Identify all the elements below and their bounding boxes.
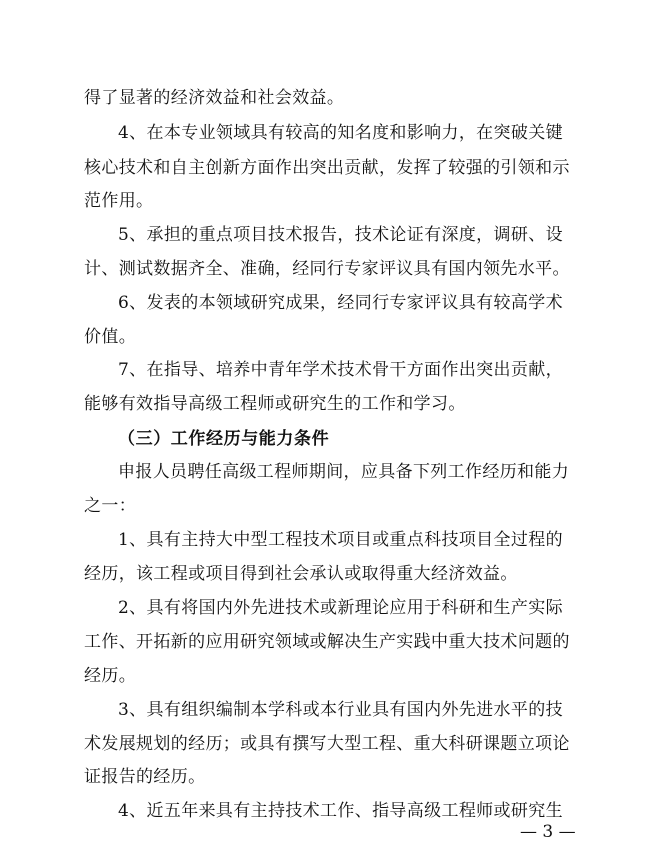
paragraph-line: 4、在本专业领域具有较高的知名度和影响力，在突破关键 [118,123,563,143]
paragraph-line: 3、具有组织编制本学科或本行业具有国内外先进水平的技 [118,700,563,720]
paragraph-line: 7、在指导、培养中青年学术技术骨干方面作出突出贡献， [118,360,563,380]
paragraph-line: 4、近五年来具有主持技术工作、指导高级工程师或研究生 [118,801,563,821]
section-heading: （三）工作经历与能力条件 [118,429,330,449]
paragraph-line: 术发展规划的经历；或具有撰写大型工程、重大科研课题立项论 [84,734,570,754]
page-number: — 3 — [520,822,576,842]
paragraph-line: 经历，该工程或项目得到社会承认或取得重大经济效益。 [84,564,518,584]
paragraph-line: 计、测试数据齐全、准确，经同行专家评议具有国内领先水平。 [84,259,570,279]
paragraph-line: 5、承担的重点项目技术报告，技术论证有深度，调研、设 [118,225,563,245]
paragraph-line: 1、具有主持大中型工程技术项目或重点科技项目全过程的 [118,530,563,550]
paragraph-line: 核心技术和自主创新方面作出突出贡献，发挥了较强的引领和示 [84,158,570,178]
paragraph-line: 6、发表的本领域研究成果，经同行专家评议具有较高学术 [118,293,563,313]
paragraph-line: 证报告的经历。 [84,767,206,787]
paragraph-line: 范作用。 [84,191,154,211]
paragraph-line: 工作、开拓新的应用研究领域或解决生产实践中重大技术问题的 [84,632,570,652]
paragraph-line: 能够有效指导高级工程师或研究生的工作和学习。 [84,394,466,414]
paragraph-line: 申报人员聘任高级工程师期间，应具备下列工作经历和能力 [118,462,570,482]
paragraph-line: 价值。 [84,327,137,347]
paragraph-line: 之一： [84,496,137,516]
paragraph-line: 得了显著的经济效益和社会效益。 [84,88,345,108]
paragraph-line: 2、具有将国内外先进技术或新理论应用于科研和生产实际 [118,598,563,618]
paragraph-line: 经历。 [84,666,137,686]
